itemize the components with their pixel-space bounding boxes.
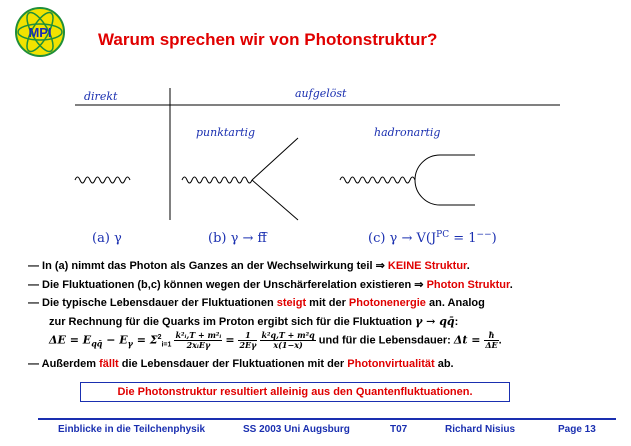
footer-term: SS 2003 Uni Augsburg bbox=[243, 424, 350, 435]
footer-course: Einblicke in die Teilchenphysik bbox=[58, 424, 206, 435]
hadron-loop-c bbox=[415, 155, 475, 205]
logo-text: MPI bbox=[28, 25, 52, 40]
label-resolved: aufgelöst bbox=[295, 87, 347, 100]
label-pointlike: punktartig bbox=[196, 126, 256, 139]
footer-code: T07 bbox=[390, 424, 408, 435]
energy-equation: $\Delta E = E_{qq̄} - E_\gamma = \Sigma^2_{i=1}$ $\frac{\text{k²ᵢ,T + m²ᵢ}}{\text{2xᵢEγ}}$ = $\frac{1}{2E\gamma}$ $\frac{\text{k²q,T + m²q}}{x(1-x)}$ und für die Lebensdauer: Δt = $\frac{ħ}{\Delta E}$ . bbox=[49, 330, 502, 350]
photon-line-b bbox=[182, 177, 252, 183]
footer-page: Page 13 bbox=[558, 424, 596, 435]
caption-c: (c) $\gamma \to V(J^{PC} = 1^{--})$ bbox=[368, 230, 497, 246]
caption-b: (b) γ → ff̄ bbox=[208, 231, 267, 246]
conclusion-box: Die Photonstruktur resultiert alleinig aus den Quantenfluktuationen. bbox=[80, 382, 510, 402]
footer-divider bbox=[38, 418, 616, 420]
bullet-2: — Die Fluktuationen (b,c) können wegen der Unschärferelation existieren ⇒ Photon Struktur. bbox=[28, 279, 513, 291]
bullet-4: — Außerdem fällt die Lebensdauer der Fluktuationen mit der Photonvirtualität ab. bbox=[28, 358, 454, 370]
photon-line-c bbox=[340, 177, 415, 183]
photon-line-a bbox=[75, 177, 130, 183]
fermion-line-b-upper bbox=[252, 138, 298, 180]
mpi-atom-logo-icon bbox=[14, 6, 66, 58]
label-direct: direkt bbox=[84, 90, 118, 103]
slide-title: Warum sprechen wir von Photonstruktur? bbox=[98, 30, 438, 49]
caption-a: (a) γ bbox=[92, 231, 122, 246]
bullet-3: — Die typische Lebensdauer der Fluktuationen steigt mit der Photonenergie an. Analog bbox=[28, 297, 485, 309]
footer-author: Richard Nisius bbox=[445, 424, 516, 435]
feynman-diagrams bbox=[0, 80, 631, 250]
bullet-1: — In (a) nimmt das Photon als Ganzes an der Wechselwirkung teil ⇒ KEINE Struktur. bbox=[28, 260, 470, 272]
bullet-3-continuation: zur Rechnung für die Quarks im Proton ergibt sich für die Fluktuation γ → qq̄: bbox=[49, 315, 459, 328]
fermion-line-b-lower bbox=[252, 180, 298, 220]
footer bbox=[0, 424, 631, 442]
label-hadronlike: hadronartig bbox=[374, 126, 441, 139]
